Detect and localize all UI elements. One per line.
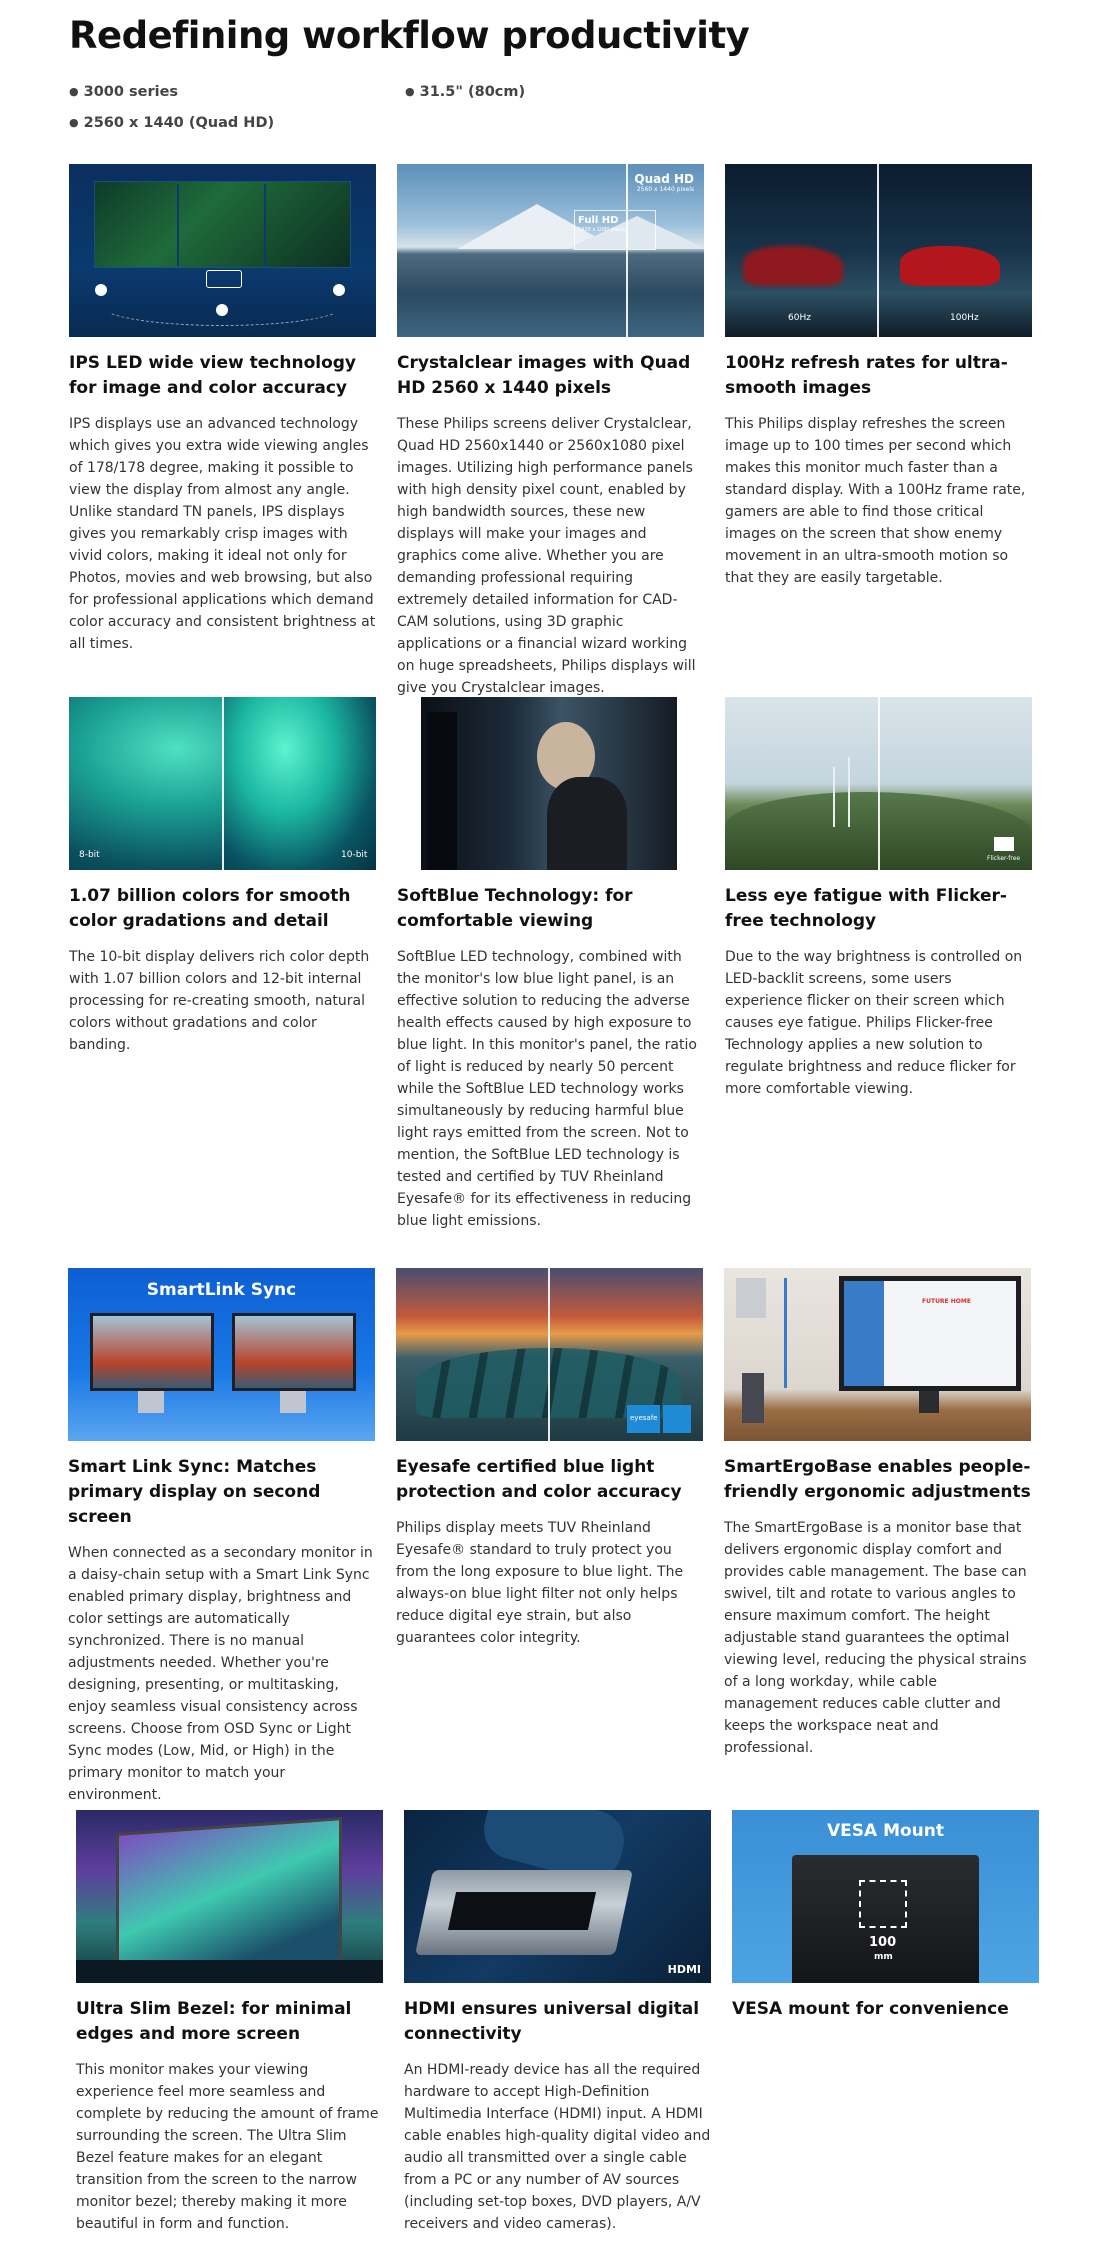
refresh-right-label: 100Hz: [950, 313, 979, 323]
colors-right-label: 10-bit: [341, 850, 368, 860]
colors-image: [69, 697, 376, 870]
colors-left-label: 8-bit: [79, 850, 100, 860]
feature-flicker-free: [725, 697, 1032, 1100]
eyesafe-badge: eyesafe: [630, 1414, 658, 1422]
flicker-badge: Flicker-free: [987, 855, 1021, 862]
flicker-free-icon: [994, 837, 1014, 851]
feature-smartlink: [68, 1268, 375, 1806]
fullhd-label: Full HD: [578, 215, 619, 226]
feature-title: Ultra Slim Bezel: for minimal edges and more screen: [76, 1999, 352, 2044]
smartlink-heading: SmartLink Sync: [146, 1280, 297, 1300]
feature-title: 100Hz refresh rates for ultra-smooth images: [725, 353, 1008, 398]
feature-title: SmartErgoBase enables people-friendly ergonomic adjustments: [724, 1457, 1031, 1502]
hdmi-image: [404, 1810, 711, 1983]
feature-title: SoftBlue Technology: for comfortable viewing: [397, 886, 633, 931]
refresh-image: [725, 164, 1032, 337]
eyesafe-image: [396, 1268, 703, 1441]
quadhd-sublabel: 2560 x 1440 pixels: [636, 186, 694, 193]
ergobase-screen-title: FUTURE HOME: [922, 1298, 971, 1305]
ips-image: [69, 164, 376, 337]
fullhd-sublabel: 1920 x 1080 pixels: [578, 227, 626, 233]
feature-body: IPS displays use an advanced technology which gives you extra wide viewing angles of 178/178 degree, making it possible to view the display from almost any angle. Unlike standard TN panels, IPS displays gives you remarkably crisp images with vivid colors, making it ideal not only for Photos, movies and web browsing, but also for professional applications which demand color accuracy and consistent brightness at all times.: [69, 416, 376, 652]
feature-title: Smart Link Sync: Matches primary display on second screen: [68, 1457, 321, 1527]
feature-body: Philips display meets TUV Rheinland Eyesafe® standard to truly protect you from the long exposure to blue light. The always-on blue light filter not only helps reduce digital eye strain, but also guarantees color integrity.: [396, 1520, 684, 1646]
feature-title: Less eye fatigue with Flicker-free technology: [725, 886, 1007, 931]
vesa-unit: mm: [874, 1952, 893, 1962]
quadhd-label: Quad HD: [634, 172, 694, 186]
feature-title: IPS LED wide view technology for image and color accuracy: [69, 353, 357, 398]
feature-body: These Philips screens deliver Crystalclear, Quad HD 2560x1440 or 2560x1080 pixel images. Utilizing high performance panels with high density pixel count, enabled by high bandwidth sources, these new displays will make your images and graphics come alive. Whether you are demanding professional requiring extremely detailed information for CAD-CAM solutions, using 3D graphic applications or a financial wizard working on huge spreadsheets, Philips displays will give you Crystalclear images.: [397, 416, 696, 696]
feature-title: Crystalclear images with Quad HD 2560 x 1440 pixels: [397, 353, 691, 398]
feature-billion-colors: [69, 697, 376, 1056]
flicker-image: [725, 697, 1032, 870]
spec-size: ● 31.5" (80cm): [405, 84, 525, 100]
spec-resolution: ● 2560 x 1440 (Quad HD): [69, 115, 274, 131]
feature-body: Due to the way brightness is controlled on LED-backlit screens, some users experience flicker on their screen which causes eye fatigue. Philips Flicker-free Technology applies a new solution to regulate brightness and reduce flicker for more comfortable viewing.: [725, 949, 1023, 1097]
feature-slim-bezel: [76, 1810, 383, 2235]
feature-title: 1.07 billion colors for smooth color gradations and detail: [69, 886, 351, 931]
vesa-heading: VESA Mount: [826, 1821, 945, 1841]
feature-vesa: [732, 1810, 1039, 2022]
feature-title: Eyesafe certified blue light protection and color accuracy: [396, 1457, 682, 1502]
feature-quadhd: [397, 164, 704, 699]
feature-body: The SmartErgoBase is a monitor base that delivers ergonomic display comfort and provides cable management. The base can swivel, tilt and rotate to various angles to ensure maximum comfort. The height adjustable stand guarantees the optimal viewing level, reducing the physical strains of a long workday, while cable management reduces cable clutter and keeps the workspace neat and professional.: [724, 1520, 1027, 1756]
vesa-size: 100: [869, 1935, 897, 1950]
feature-body: The 10-bit display delivers rich color depth with 1.07 billion colors and 12-bit internal processing for re-creating smooth, natural colors without gradations and color banding.: [69, 949, 370, 1053]
vesa-image: [732, 1810, 1039, 1983]
feature-ips: [69, 164, 376, 655]
vesa-mount-icon: [859, 1880, 907, 1928]
feature-eyesafe: [396, 1268, 703, 1649]
page-title: Redefining workflow productivity: [69, 14, 750, 57]
feature-title: VESA mount for convenience: [732, 1999, 1009, 2019]
feature-hdmi: [404, 1810, 711, 2235]
ergobase-image: [724, 1268, 1031, 1441]
feature-smartergobase: [724, 1268, 1031, 1759]
smartlink-image: [68, 1268, 375, 1441]
bezel-image: [76, 1810, 383, 1983]
feature-body: An HDMI-ready device has all the required hardware to accept High-Definition Multimedia Interface (HDMI) input. A HDMI cable enables high-quality digital video and audio all transmitted over a single cable from a PC or any number of AV sources (including set-top boxes, DVD players, A/V receivers and video cameras).: [404, 2062, 711, 2232]
feature-title: HDMI ensures universal digital connectivity: [404, 1999, 700, 2044]
hdmi-label: HDMI: [667, 1963, 701, 1976]
feature-body: When connected as a secondary monitor in a daisy-chain setup with a Smart Link Sync enabled primary display, brightness and color settings are automatically synchronized. There is no manual adjustments needed. Whether you're designing, presenting, or multitasking, enjoy seamless visual consistency across screens. Choose from OSD Sync or Light Sync modes (Low, Mid, or High) in the primary monitor to match your environment.: [68, 1545, 373, 1803]
feature-body: This monitor makes your viewing experience feel more seamless and complete by reducing the amount of frame surrounding the screen. The Ultra Slim Bezel feature makes for an elegant transition from the screen to the narrow monitor bezel; thereby making it more beautiful in form and function.: [76, 2062, 379, 2232]
feature-100hz: [725, 164, 1032, 589]
feature-body: This Philips display refreshes the screen image up to 100 times per second which makes this monitor much faster than a standard display. With a 100Hz frame rate, gamers are able to find those critical images on the screen that show enemy movement in an ultra-smooth motion so that they are easily targetable.: [725, 416, 1026, 586]
feature-body: SoftBlue LED technology, combined with the monitor's low blue light panel, is an effective solution to reducing the adverse health effects caused by high exposure to blue light. In this monitor's panel, the ratio of light is reduced by nearly 50 percent while the SoftBlue LED technology works simultaneously by reducing harmful blue light rays emitted from the screen. Not to mention, the SoftBlue LED technology is tested and certified by TUV Rheinland Eyesafe® for its effectiveness in reducing blue light emissions.: [397, 949, 697, 1229]
refresh-left-label: 60Hz: [788, 313, 811, 323]
softblue-image: [397, 697, 704, 870]
quadhd-image: [397, 164, 704, 337]
spec-series: ● 3000 series: [69, 84, 178, 100]
feature-softblue: [397, 697, 704, 1232]
